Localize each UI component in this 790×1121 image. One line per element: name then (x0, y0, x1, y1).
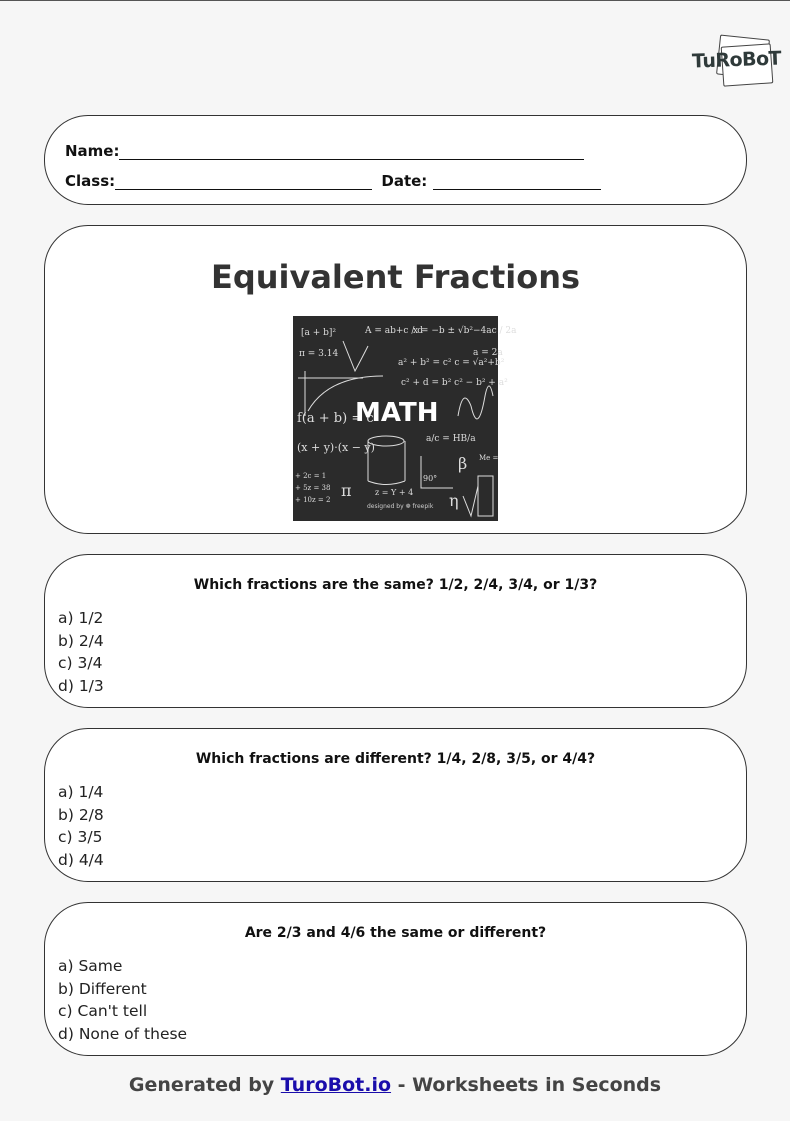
formula-text: + 5z = 38 (295, 484, 331, 492)
logo-wordmark: TuRoBoT (691, 47, 782, 73)
formula-text: Me = (479, 454, 499, 462)
option-b[interactable]: b) 2/4 (58, 631, 104, 650)
class-field[interactable] (115, 174, 372, 190)
option-d[interactable]: d) 1/3 (58, 677, 104, 696)
option-a[interactable]: a) 1/4 (58, 783, 104, 801)
option-b[interactable]: b) 2/8 (58, 805, 104, 824)
formula-text: 90° (423, 474, 438, 483)
date-label: Date: (381, 172, 428, 190)
option-c[interactable]: c) Can't tell (58, 1002, 148, 1021)
options-list (58, 955, 187, 1046)
option-d[interactable]: d) 4/4 (58, 851, 104, 870)
formula-text: β (458, 454, 468, 473)
turobot-link[interactable]: TuroBot.io (280, 1074, 392, 1096)
footer-prefix: Generated by (128, 1074, 281, 1096)
formula-text: a/c = HB/a (426, 434, 476, 444)
formula-text: + 10z = 2 (295, 496, 331, 504)
formula-text: η (449, 491, 459, 510)
formula-text: a² + b² = c² c = √a²+b² (398, 358, 505, 368)
formula-text: A = ab+c / d (365, 326, 423, 336)
worksheet-title: Equivalent Fractions (210, 258, 581, 296)
question-text: Which fractions are the same? 1/2, 2/4, 3/4, or 1/3? (193, 577, 598, 593)
date-field[interactable] (433, 174, 601, 190)
formula-text: (x + y)·(x − y) (297, 441, 375, 454)
options-list (58, 607, 104, 698)
option-a[interactable]: a) Same (58, 957, 123, 975)
question-text: Are 2/3 and 4/6 the same or different? (244, 925, 547, 941)
formula-text: c² + d = b² c² − b² + a² (401, 378, 508, 388)
title-box (44, 225, 747, 534)
footer (0, 1074, 790, 1096)
question-card (44, 902, 747, 1056)
formula-text: π = 3.14 (299, 349, 339, 359)
math-chalkboard-image (293, 316, 517, 521)
footer-suffix: - Worksheets in Seconds (391, 1074, 662, 1096)
formula-text: f(a + b) = c (297, 411, 374, 426)
option-c[interactable]: c) 3/4 (58, 654, 103, 673)
formula-text: x = −b ± √b²−4ac / 2a (413, 326, 517, 336)
formula-text: + 2c = 1 (295, 472, 327, 480)
options-list (58, 781, 104, 872)
option-a[interactable]: a) 1/2 (58, 609, 104, 627)
student-info-box (44, 115, 747, 205)
formula-text: π (341, 481, 352, 500)
turobot-logo (690, 37, 782, 93)
question-card (44, 554, 747, 708)
option-d[interactable]: d) None of these (58, 1025, 188, 1044)
image-credit: designed by ❁ freepik (367, 503, 434, 510)
question-text: Which fractions are different? 1/4, 2/8, 3/5, or 4/4? (195, 751, 596, 767)
name-label: Name: (65, 142, 120, 160)
formula-text: a = 2a (473, 348, 503, 358)
option-b[interactable]: b) Different (58, 979, 147, 998)
math-word: MATH (355, 398, 439, 428)
formula-text: [a + b]² (301, 328, 337, 338)
formula-text: z = Y + 4 (375, 488, 414, 497)
question-card (44, 728, 747, 882)
option-c[interactable]: c) 3/5 (58, 828, 103, 847)
name-field[interactable] (119, 144, 584, 160)
class-label: Class: (65, 172, 116, 190)
